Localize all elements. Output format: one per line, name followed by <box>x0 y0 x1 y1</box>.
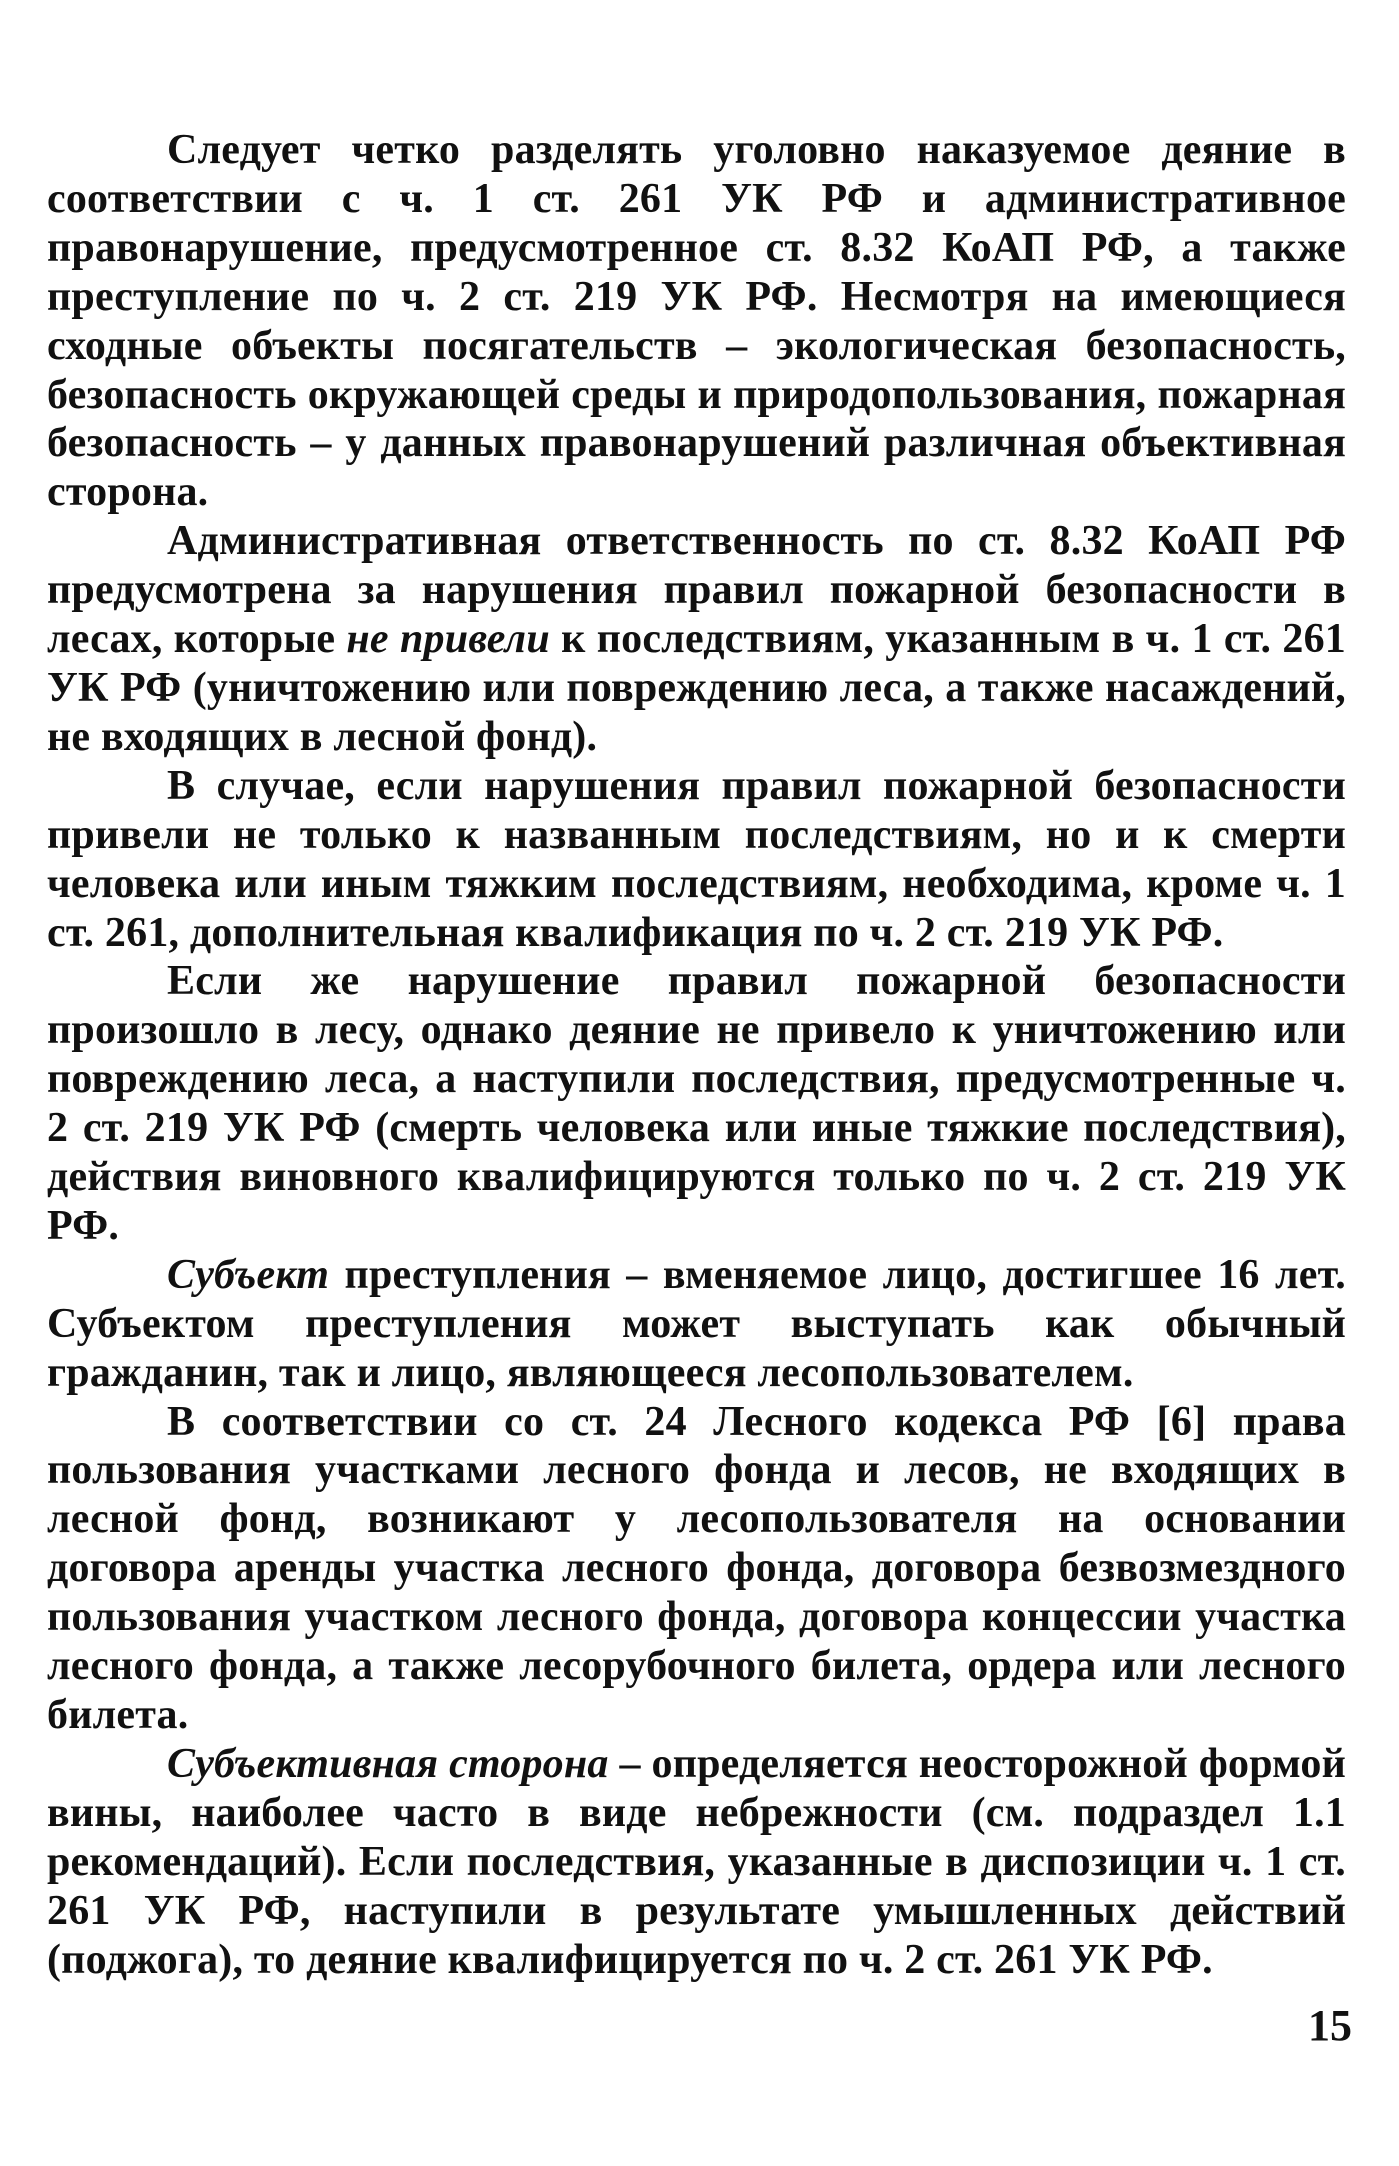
paragraph-text: Если же нарушение правил пожарной безопасности произошло в лесу, однако деяние не привело к уничтожению или повреждению леса, а наступили последствия, предусмотренные ч. 2 ст. 219 УК РФ (смерть человека или иные тяжкие последствия), действия виновного квалифицируются только по ч. 2 ст. 219 УК РФ. <box>47 958 1346 1249</box>
emphasis-text: не привели <box>346 616 550 663</box>
paragraph <box>47 126 1346 517</box>
emphasis-text: Субъективная сторона <box>167 1740 609 1787</box>
paragraph <box>47 517 1346 762</box>
paragraph-text: к последствиям, указанным в ч. 1 ст. 261 УК РФ (уничтожению или повреждению леса, а также насаждений, не входящих в лесной фонд). <box>47 616 1346 760</box>
body-text <box>47 126 1346 1984</box>
paragraph-text: В случае, если нарушения правил пожарной безопасности привели не только к названным последствиям, но и к смерти человека или иным тяжким последствиям, необходима, кроме ч. 1 ст. 261, дополнительная квалификация по ч. 2 ст. 219 УК РФ. <box>47 762 1346 956</box>
paragraph-text: В соответствии со ст. 24 Лесного кодекса РФ [6] права пользования участками лесного фонда и лесов, не входящих в лесной фонд, возникают у лесопользователя на основании договора аренды участка лесного фонда, договора безвозмездного пользования участком лесного фонда, договора концессии участка лесного фонда, а также лесорубочного билета, ордера или лесного билета. <box>47 1398 1346 1738</box>
paragraph <box>47 1251 1346 1398</box>
paragraph <box>47 762 1346 958</box>
paragraph-text: Следует четко разделять уголовно наказуемое деяние в соответствии с ч. 1 ст. 261 УК РФ и административное правонарушение, предусмотренное ст. 8.32 КоАП РФ, а также преступление по ч. 2 ст. 219 УК РФ. Несмотря на имеющиеся сходные объекты посягательств – экологическая безопасность, безопасность окружающей среды и природопользования, пожарная безопасность – у данных правонарушений различная объективная сторона. <box>47 127 1346 516</box>
emphasis-text: Субъект <box>167 1251 330 1298</box>
paragraph <box>47 1398 1346 1740</box>
page-number: 15 <box>1308 2001 1352 2050</box>
paragraph-text: Административная ответственность по ст. 8.32 КоАП РФ предусмотрена за нарушения правил пожарной безопасности в лесах, которые <box>47 518 1346 663</box>
paragraph <box>47 1740 1346 1985</box>
paragraph <box>47 957 1346 1250</box>
paragraph-text: преступления – вменяемое лицо, достигшее 16 лет. Субъектом преступления может выступать как обычный гражданин, так и лицо, являющееся лесопользователем. <box>47 1251 1346 1396</box>
paragraph-text: – определяется неосторожной формой вины, наиболее часто в виде небрежности (см. подраздел 1.1 рекомендаций). Если последствия, указанные в диспозиции ч. 1 ст. 261 УК РФ, наступили в результате умышленных действий (поджога), то деяние квалифицируется по ч. 2 ст. 261 УК РФ. <box>47 1740 1347 1983</box>
